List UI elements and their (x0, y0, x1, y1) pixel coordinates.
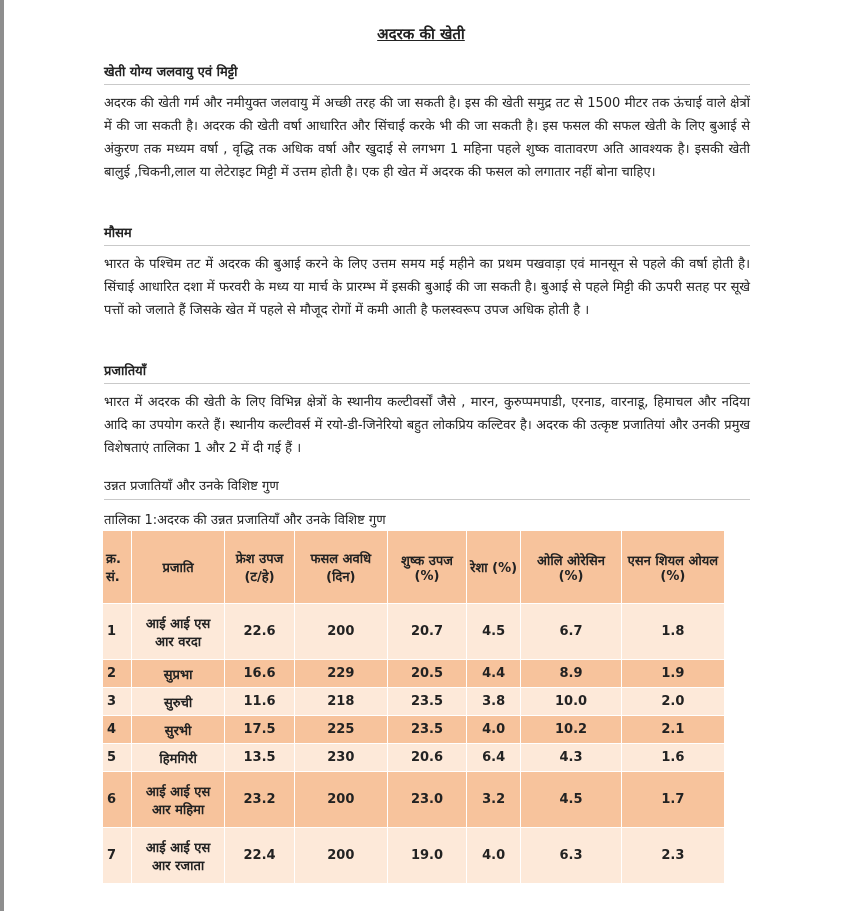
header-essential-oil: एसन शियल ओयल (%) (621, 531, 724, 604)
cell-variety: हिमगिरी (131, 744, 225, 772)
header-oleoresin: ओलि ओरेसिन (%) (521, 531, 621, 604)
table-caption: तालिका 1:अदरक की उन्नत प्रजातियाँ और उनके विशिष्ट गुण (104, 513, 386, 528)
cell-serial: 6 (103, 772, 132, 828)
cell-variety: आई आई एस आर वरदा (131, 604, 225, 660)
section-heading-climate-soil: खेती योग्य जलवायु एवं मिट्टी (104, 62, 750, 85)
cell-essential-oil: 1.7 (621, 772, 724, 828)
cell-essential-oil: 1.6 (621, 744, 724, 772)
cell-oleoresin: 10.0 (521, 688, 621, 716)
table-row (103, 716, 725, 744)
cell-fibre: 4.5 (466, 604, 520, 660)
cell-serial: 2 (103, 660, 132, 688)
cell-dry-yield: 23.5 (388, 716, 467, 744)
table-row (103, 688, 725, 716)
cell-serial: 4 (103, 716, 132, 744)
cell-oleoresin: 4.3 (521, 744, 621, 772)
page-title (0, 24, 842, 44)
paragraph-season: भारत के पश्चिम तट में अदरक की बुआई करने के लिए उत्तम समय मई महीने का प्रथम पखवाड़ा एवं मानसून से पहले की वर्षा होती है। सिंचाई आधारित दशा में फरवरी के मध्य या मार्च के प्रारम्भ में इसकी बुआई की जा सकती है। बुआई से पहले मिट्टी की ऊपरी सतह पर सूखे पत्तों को जलाते हैं जिसके खेत में पहले से मौजूद रोगों में कमी आती है फलस्वरूप उपज अधिक होती है । (104, 257, 750, 318)
cell-essential-oil: 2.3 (621, 828, 724, 884)
cell-fibre: 3.2 (466, 772, 520, 828)
cell-essential-oil: 1.9 (621, 660, 724, 688)
cell-duration: 218 (294, 688, 387, 716)
page-left-border (0, 0, 4, 911)
header-dry-yield: शुष्क उपज (%) (388, 531, 467, 604)
cell-dry-yield: 19.0 (388, 828, 467, 884)
cell-duration: 225 (294, 716, 387, 744)
improved-varieties-subheading: उन्नत प्रजातियाँ और उनके विशिष्ट गुण (104, 476, 750, 500)
cell-fresh-yield: 23.2 (225, 772, 294, 828)
cell-oleoresin: 10.2 (521, 716, 621, 744)
cell-fibre: 4.0 (466, 716, 520, 744)
table-row (103, 744, 725, 772)
table-row (103, 660, 725, 688)
cell-serial: 7 (103, 828, 132, 884)
cell-dry-yield: 20.5 (388, 660, 467, 688)
cell-duration: 230 (294, 744, 387, 772)
cell-duration: 200 (294, 604, 387, 660)
cell-variety: आई आई एस आर महिमा (131, 772, 225, 828)
cell-dry-yield: 20.6 (388, 744, 467, 772)
section-heading-season: मौसम (104, 223, 750, 246)
cell-fibre: 4.0 (466, 828, 520, 884)
cell-fibre: 3.8 (466, 688, 520, 716)
cell-dry-yield: 23.5 (388, 688, 467, 716)
table-row (103, 772, 725, 828)
paragraph-varieties: भारत में अदरक की खेती के लिए विभिन्न क्षेत्रों के स्थानीय कल्टीवर्सों जैसे , मारन, कुरुप्पमपाडी, एरनाड, वारनाडू, हिमाचल और नदिया आदि का उपयोग करते हैं। स्थानीय कल्टीवर्स में रयो-डी-जिनेरियो बहुत लोकप्रिय कल्टिवर है। अदरक की उत्कृष्ट प्रजातियां और उनकी प्रमुख विशेषताएं तालिका 1 और 2 में दी गई हैं । (104, 395, 750, 456)
cell-fresh-yield: 22.4 (225, 828, 294, 884)
cell-variety: सुरभी (131, 716, 225, 744)
section-heading-varieties: प्रजातियाँ (104, 361, 750, 384)
cell-duration: 200 (294, 772, 387, 828)
table-header-row (103, 531, 725, 604)
paragraph-climate-soil: अदरक की खेती गर्म और नमीयुक्त जलवायु में अच्छी तरह की जा सकती है। इस की खेती समुद्र तट से 1500 मीटर तक ऊंचाई वाले क्षेत्रों में की जा सकती है। अदरक की खेती वर्षा आधारित और सिंचाई करके भी की जा सकती है। इस फसल की सफल खेती के लिए बुआई से अंकुरण तक मध्यम वर्षा , वृद्धि तक अधिक वर्षा और खुदाई से लगभग 1 महिना पहले शुष्क वातावरण अति आवश्यक है। इसकी खेती बालुई ,चिकनी,लाल या लेटेराइट मिट्टी में उत्तम होती है। एक ही खेत में अदरक की फसल को लगातार नहीं बोना चाहिए। (104, 96, 750, 180)
table-row (103, 604, 725, 660)
cell-serial: 1 (103, 604, 132, 660)
cell-fibre: 6.4 (466, 744, 520, 772)
cell-fresh-yield: 22.6 (225, 604, 294, 660)
cell-fresh-yield: 11.6 (225, 688, 294, 716)
cell-duration: 200 (294, 828, 387, 884)
cell-fresh-yield: 17.5 (225, 716, 294, 744)
cell-fibre: 4.4 (466, 660, 520, 688)
header-crop-duration: फसल अवधि (दिन) (294, 531, 387, 604)
cell-essential-oil: 2.0 (621, 688, 724, 716)
cell-dry-yield: 20.7 (388, 604, 467, 660)
cell-oleoresin: 6.3 (521, 828, 621, 884)
page-title-text: अदरक की खेती (377, 25, 465, 43)
cell-duration: 229 (294, 660, 387, 688)
cell-essential-oil: 1.8 (621, 604, 724, 660)
header-serial-number: क्र. सं. (103, 531, 132, 604)
cell-fresh-yield: 13.5 (225, 744, 294, 772)
cell-oleoresin: 8.9 (521, 660, 621, 688)
header-variety: प्रजाति (131, 531, 225, 604)
table-row (103, 828, 725, 884)
header-fresh-yield: फ्रेश उपज (ट/हे) (225, 531, 294, 604)
cell-serial: 5 (103, 744, 132, 772)
header-fibre: रेशा (%) (466, 531, 520, 604)
cell-oleoresin: 6.7 (521, 604, 621, 660)
cell-serial: 3 (103, 688, 132, 716)
varieties-table (102, 530, 725, 884)
cell-fresh-yield: 16.6 (225, 660, 294, 688)
cell-dry-yield: 23.0 (388, 772, 467, 828)
cell-variety: आई आई एस आर रजाता (131, 828, 225, 884)
cell-variety: सुप्रभा (131, 660, 225, 688)
cell-oleoresin: 4.5 (521, 772, 621, 828)
cell-essential-oil: 2.1 (621, 716, 724, 744)
cell-variety: सुरुची (131, 688, 225, 716)
